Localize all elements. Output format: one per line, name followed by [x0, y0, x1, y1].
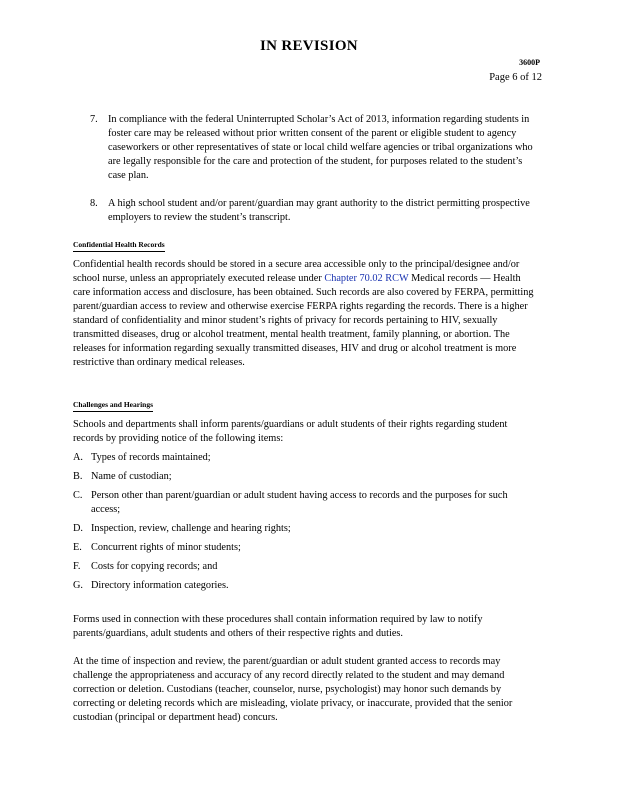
numbered-item-7: [90, 113, 535, 183]
list-text: Directory information categories.: [91, 580, 229, 591]
list-letter: F.: [73, 561, 81, 572]
list-letter: C.: [73, 490, 83, 501]
challenges-hearings-heading: Challenges and Hearings: [73, 400, 153, 412]
list-text: Types of records maintained;: [91, 452, 211, 463]
list-letter: E.: [73, 542, 82, 553]
list-text: Name of custodian;: [91, 471, 172, 482]
list-text: Costs for copying records; and: [91, 561, 218, 572]
list-item: [73, 560, 535, 574]
numbered-item-8: [90, 197, 535, 225]
notice-items-list: [73, 451, 535, 598]
list-item: [73, 579, 535, 593]
item-text: A high school student and/or parent/guardian may grant authority to the district permitting prospective employers to review the student’s transcript.: [108, 198, 530, 223]
page-number: Page 6 of 12: [489, 72, 542, 83]
forms-paragraph: Forms used in connection with these procedures shall contain information required by law to notify parents/guardians, adult students and others of their respective rights and duties.: [73, 614, 483, 639]
list-text: Inspection, review, challenge and hearing rights;: [91, 523, 291, 534]
list-item: [73, 522, 535, 536]
list-letter: A.: [73, 452, 84, 463]
list-letter: B.: [73, 471, 83, 482]
rcw-chapter-link[interactable]: Chapter 70.02 RCW: [324, 273, 409, 284]
list-letter: G.: [73, 580, 84, 591]
list-item: [73, 489, 535, 517]
list-letter: D.: [73, 523, 84, 534]
confidential-paragraph: [73, 258, 535, 370]
item-number: 7.: [90, 114, 98, 125]
confidential-health-records-heading: Confidential Health Records: [73, 240, 165, 252]
list-item: [73, 541, 535, 555]
item-text: In compliance with the federal Uninterrupted Scholar’s Act of 2013, information regarding students in foster care may be released without prior written consent of the parent or eligible student to agency caseworkers or other representatives of state or local child welfare agencies or tribal organizations who are legally responsible for the care and protection of the student, for purposes related to the student’s case plan.: [108, 114, 533, 181]
confidential-text-start: Confidential health records should be stored in a secure area accessible only to the principal/designee and/or school nurse, unless an appropriately executed release under: [73, 259, 520, 284]
inspection-paragraph: At the time of inspection and review, the parent/guardian or adult student granted access to records may challenge the appropriateness and accuracy of any record directly related to the student and may demand correction or deletion. Custodians (teacher, counselor, nurse, psychologist) may honor such demands by correcting or deleting records which are misleading, violate privacy, or inaccurate, provided that the senior custodian (principal or department head) concurs.: [73, 656, 513, 723]
revision-title: IN REVISION: [260, 38, 358, 54]
list-text: Concurrent rights of minor students;: [91, 542, 241, 553]
confidential-text-end: Medical records — Health care information access and disclosure, has been obtained. Such records are also covered by FERPA, permitting parent/guardian access to review and otherwise exercise FERPA rights regarding the records. There is a higher standard of confidentiality and minor student’s rights of privacy for records pertaining to HIV, sexually transmitted diseases, drug or alcohol treatment, mental health treatment, family planning, or abortion. The releases for information regarding sexually transmitted diseases, HIV and drug or alcohol treatment is more restrictive than ordinary medical releases.: [73, 273, 534, 368]
list-text: Person other than parent/guardian or adult student having access to records and the purposes for such access;: [91, 490, 508, 515]
challenges-intro: Schools and departments shall inform parents/guardians or adult students of their rights regarding student records by providing notice of the following items:: [73, 419, 508, 444]
policy-number: 3600P: [519, 58, 540, 67]
list-item: [73, 470, 535, 484]
item-number: 8.: [90, 198, 98, 209]
list-item: [73, 451, 535, 465]
